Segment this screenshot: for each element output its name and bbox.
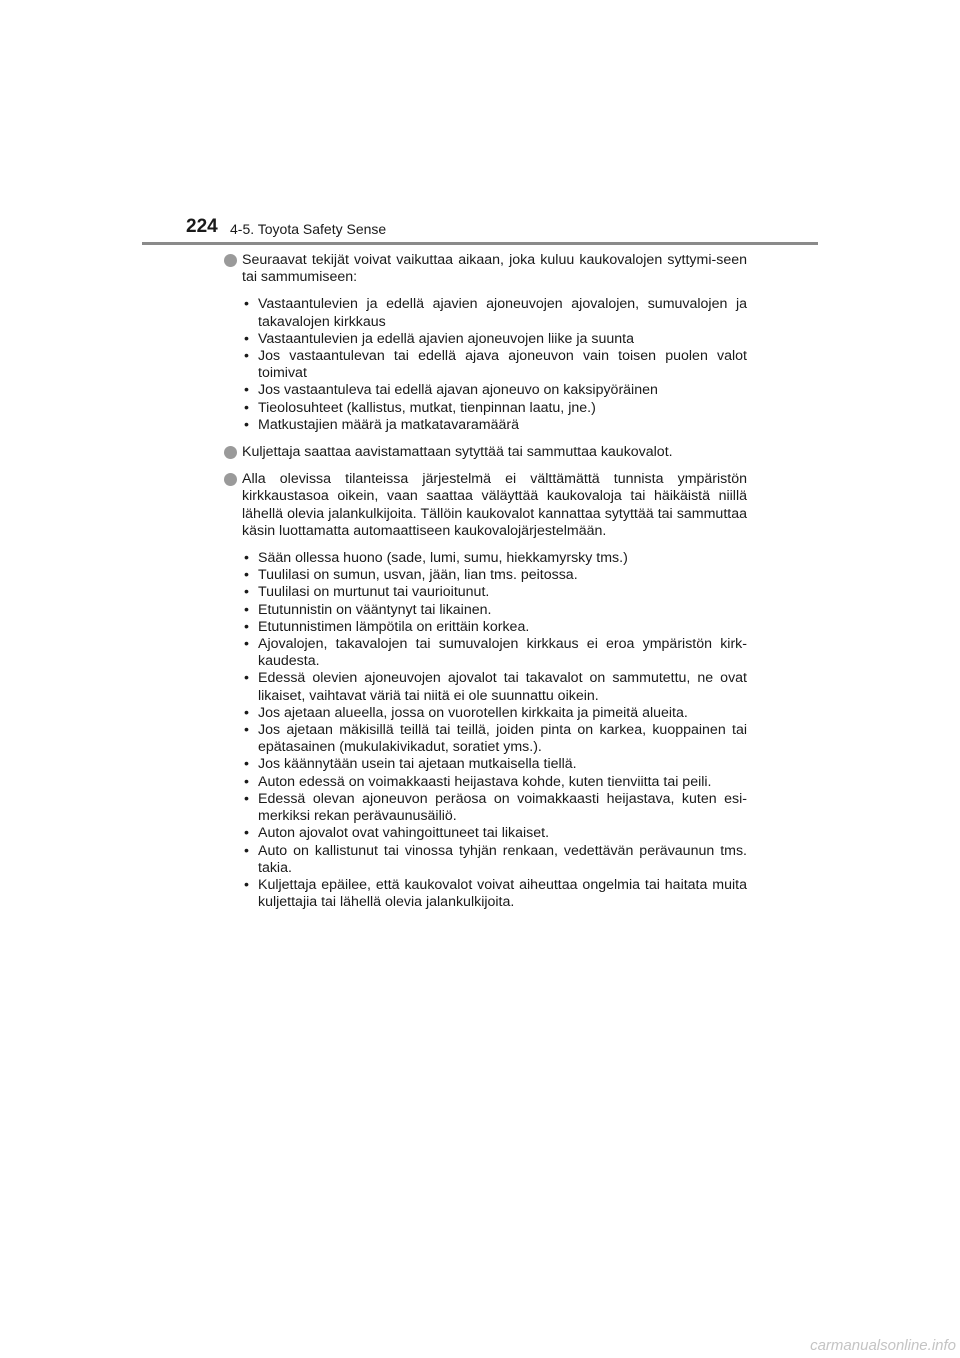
list-item-text: Ajovalojen, takavalojen tai sumuvalojen kirkkaus ei eroa ympäristön kirk-kaudesta. xyxy=(258,636,747,670)
bullet-icon: • xyxy=(244,876,249,893)
paragraph-text: Seuraavat tekijät voivat vaikuttaa aikaan, joka kuluu kaukovalojen syttymi-seen tai sammumiseen: xyxy=(242,252,747,286)
document-body xyxy=(224,252,747,921)
header-divider xyxy=(142,242,818,245)
list-item xyxy=(242,877,747,911)
list-item-text: Tuulilasi on sumun, usvan, jään, lian tms. peitossa. xyxy=(258,567,578,584)
list-item-text: Kuljettaja epäilee, että kaukovalot voivat aiheuttaa ongelmia tai haitata muita kuljettajia tai lähellä olevia jalankulkijoita. xyxy=(258,876,747,911)
list-item-text: Jos ajetaan mäkisillä teillä tai teillä, joiden pinta on karkea, kuoppainen tai epätasainen (mukulakivikadut, soratiet yms.). xyxy=(258,722,747,756)
bullet-icon: • xyxy=(244,399,249,416)
list-item-text: Edessä olevan ajoneuvon peräosa on voimakkaasti heijastava, kuten esi-merkiksi rekan perävaunusäiliö. xyxy=(258,790,747,825)
list-item-text: Jos ajetaan alueella, jossa on vuorotellen kirkkaita ja pimeitä alueita. xyxy=(258,704,688,721)
bullet-icon: • xyxy=(244,722,249,739)
list-item xyxy=(242,296,747,330)
bullet-icon: • xyxy=(244,790,249,807)
list-item-text: Auto on kallistunut tai vinossa tyhjän renkaan, vedettävän perävaunun tms. takia. xyxy=(258,842,747,876)
list-item xyxy=(242,400,747,417)
bullet-icon: • xyxy=(244,584,249,601)
sub-list xyxy=(224,296,747,434)
bullet-icon: • xyxy=(244,825,249,842)
page-number: 224 xyxy=(186,216,218,237)
bullet-icon: • xyxy=(244,636,249,653)
bullet-icon: • xyxy=(244,842,249,859)
list-item-text: Jos vastaantulevan tai edellä ajava ajoneuvon vain toisen puolen valot toimivat xyxy=(258,348,747,382)
list-item-text: Auton ajovalot ovat vahingoittuneet tai likaiset. xyxy=(258,825,550,842)
list-item xyxy=(242,636,747,670)
bullet-icon: • xyxy=(244,670,249,687)
bullet-dot-icon xyxy=(224,446,237,459)
list-item xyxy=(242,670,747,704)
list-item-text: Sään ollessa huono (sade, lumi, sumu, hiekkamyrsky tms.) xyxy=(258,550,628,567)
list-item-text: Etutunnistin on vääntynyt tai likainen. xyxy=(258,601,492,618)
bullet-icon: • xyxy=(244,756,249,773)
paragraph-text: Kuljettaja saattaa aavistamattaan sytyttää tai sammuttaa kaukovalot. xyxy=(242,444,673,461)
list-item xyxy=(242,550,747,567)
section-title: 4-5. Toyota Safety Sense xyxy=(230,221,387,237)
bullet-icon: • xyxy=(244,567,249,584)
list-item xyxy=(242,348,747,382)
list-item xyxy=(242,756,747,773)
list-item xyxy=(242,417,747,434)
list-item-text: Vastaantulevien ja edellä ajavien ajoneuvojen liike ja suunta xyxy=(258,330,634,347)
paragraph-text: Alla olevissa tilanteissa järjestelmä ei välttämättä tunnista ympäristön kirkkaustasoa oikein, vaan saattaa väläyttää kaukovaloja tai häikäistä niillä lähellä olevia jalankulkijoita. Tällöin kaukovalot kannattaa sytyttää tai sammuttaa käsin luottamatta automaattiseen kaukovalojärjestelmään. xyxy=(242,471,747,539)
list-item xyxy=(242,774,747,791)
bullet-icon: • xyxy=(244,416,249,433)
bullet-dot-icon xyxy=(224,473,237,486)
list-item xyxy=(242,705,747,722)
bullet-icon: • xyxy=(244,348,249,365)
list-item-text: Tieolosuhteet (kallistus, mutkat, tienpinnan laatu, jne.) xyxy=(258,399,596,416)
list-item xyxy=(242,567,747,584)
page-header xyxy=(0,0,960,250)
bullet-icon: • xyxy=(244,773,249,790)
sub-list xyxy=(224,550,747,911)
bullet-icon: • xyxy=(244,601,249,618)
list-item-text: Auton edessä on voimakkaasti heijastava kohde, kuten tienviitta tai peili. xyxy=(258,773,712,790)
list-item-text: Etutunnistimen lämpötila on erittäin korkea. xyxy=(258,618,530,635)
paragraph xyxy=(224,444,747,461)
list-item-text: Jos vastaantuleva tai edellä ajavan ajoneuvo on kaksipyöräinen xyxy=(258,382,658,399)
bullet-icon: • xyxy=(244,330,249,347)
bullet-dot-icon xyxy=(224,254,237,267)
list-item xyxy=(242,331,747,348)
list-item xyxy=(242,722,747,756)
paragraph xyxy=(224,471,747,540)
list-item xyxy=(242,825,747,842)
list-item-text: Vastaantulevien ja edellä ajavien ajoneuvojen ajovalojen, sumuvalojen ja takavalojen kirkkaus xyxy=(258,296,747,330)
bullet-icon: • xyxy=(244,704,249,721)
list-item xyxy=(242,791,747,825)
list-item xyxy=(242,843,747,877)
list-item xyxy=(242,619,747,636)
bullet-icon: • xyxy=(244,382,249,399)
bullet-icon: • xyxy=(244,296,249,313)
bullet-icon: • xyxy=(244,618,249,635)
bullet-icon: • xyxy=(244,550,249,567)
list-item-text: Matkustajien määrä ja matkatavaramäärä xyxy=(258,416,520,433)
list-item-text: Edessä olevien ajoneuvojen ajovalot tai takavalot on sammutettu, ne ovat likaiset, vaihtavat väriä tai niitä ei ole suunnattu oikein. xyxy=(258,670,747,704)
list-item xyxy=(242,602,747,619)
list-item xyxy=(242,584,747,601)
list-item-text: Jos käännytään usein tai ajetaan mutkaisella tiellä. xyxy=(258,756,577,773)
paragraph xyxy=(224,252,747,286)
watermark: carmanualsonline.info xyxy=(810,1337,956,1354)
list-item xyxy=(242,382,747,399)
list-item-text: Tuulilasi on murtunut tai vaurioitunut. xyxy=(258,584,490,601)
